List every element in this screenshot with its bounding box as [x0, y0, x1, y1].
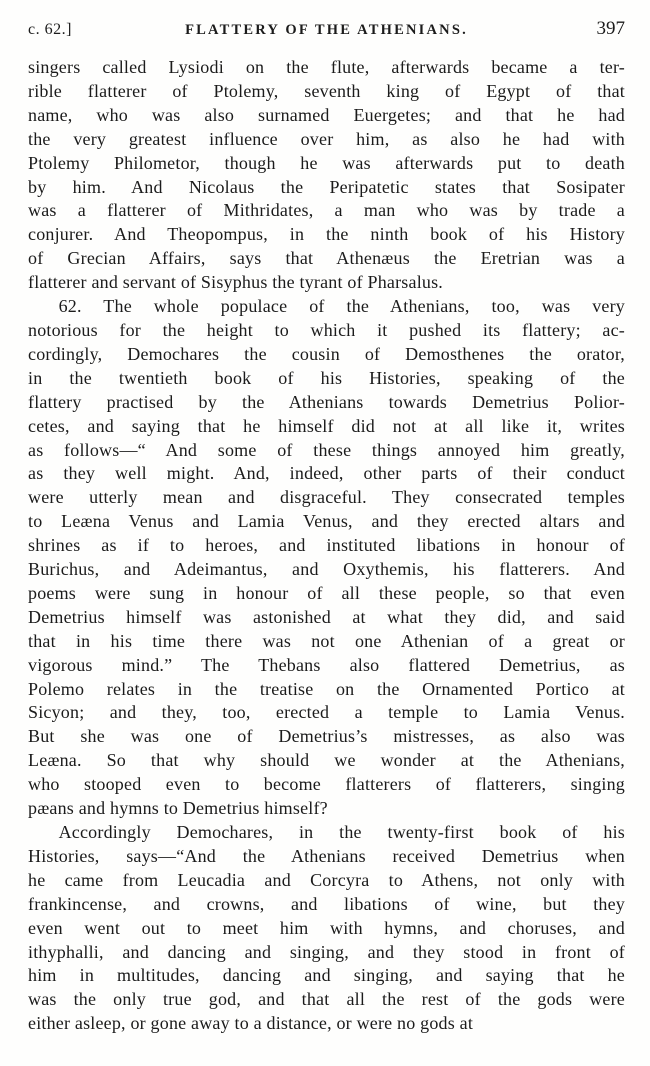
text-line: that in his time there was not one Athenian of a great or [28, 630, 625, 651]
text-line: to Leæna Venus and Lamia Venus, and they erected altars and [28, 511, 625, 532]
text-line: was the only true god, and that all the rest of the gods were [28, 989, 625, 1010]
text-line: cetes, and saying that he himself did not at all like it, writes [28, 415, 625, 436]
text-line: as follows—“ And some of these things annoyed him greatly, [28, 439, 625, 460]
text-line: flattery practised by the Athenians towards Demetrius Polior- [28, 391, 625, 412]
text-line: in the twentieth book of his Histories, speaking of the [28, 367, 625, 388]
paragraph [28, 56, 625, 295]
text-line: either asleep, or gone away to a distance, or were no gods at [28, 1013, 474, 1034]
text-line: Accordingly Demochares, in the twenty-first book of his [58, 822, 625, 842]
page-body [28, 56, 625, 1036]
text-line: cordingly, Demochares the cousin of Demosthenes the orator, [28, 343, 625, 364]
text-line: But she was one of Demetrius’s mistresses, as also was [28, 726, 625, 747]
text-line: Ptolemy Philometor, though he was afterwards put to death [28, 152, 625, 173]
text-line: were utterly mean and disgraceful. They consecrated temples [28, 487, 625, 508]
text-line: the very greatest influence over him, as also he had with [28, 128, 625, 149]
running-title: FLATTERY OF THE ATHENIANS. [185, 22, 468, 38]
running-header [28, 18, 625, 40]
text-line: flatterer and servant of Sisyphus the tyrant of Pharsalus. [28, 272, 444, 293]
text-line: Demetrius himself was astonished at what they did, and said [28, 606, 625, 627]
text-line: ithyphalli, and dancing and singing, and they stood in front of [28, 941, 625, 962]
text-line: he came from Leucadia and Corcyra to Athens, not only with [28, 869, 625, 890]
text-line: 62. The whole populace of the Athenians, too, was very [58, 296, 625, 317]
text-line: even went out to meet him with hymns, and choruses, and [28, 917, 625, 938]
text-line: vigorous mind.” The Thebans also flattered Demetrius, as [28, 654, 625, 675]
text-line: was a flatterer of Mithridates, a man who was by trade a [28, 200, 625, 221]
text-line: conjurer. And Theopompus, in the ninth book of his History [28, 224, 625, 245]
text-line: as they well might. And, indeed, other parts of their conduct [28, 463, 625, 484]
chapter-marker: c. 62.] [28, 21, 72, 38]
text-line: Histories, says—“And the Athenians received Demetrius when [28, 845, 625, 866]
page-number: 397 [596, 18, 625, 39]
text-line: frankincense, and crowns, and libations of wine, but they [28, 893, 625, 914]
paragraph [28, 295, 625, 821]
text-line: name, who was also surnamed Euergetes; and that he had [28, 104, 625, 125]
text-line: shrines as if to heroes, and instituted libations in honour of [28, 535, 625, 556]
text-line: singers called Lysiodi on the flute, afterwards became a ter- [28, 57, 625, 77]
text-line: Leæna. So that why should we wonder at the Athenians, [28, 750, 625, 771]
text-line: who stooped even to become flatterers of flatterers, singing [28, 774, 625, 795]
paragraph [28, 821, 625, 1036]
text-line: Sicyon; and they, too, erected a temple to Lamia Venus. [28, 702, 625, 723]
text-line: him in multitudes, dancing and singing, and saying that he [28, 965, 625, 986]
text-line: rible flatterer of Ptolemy, seventh king of Egypt of that [28, 80, 625, 101]
text-line: of Grecian Affairs, says that Athenæus the Eretrian was a [28, 248, 625, 269]
text-line: notorious for the height to which it pushed its flattery; ac- [28, 319, 625, 340]
text-line: by him. And Nicolaus the Peripatetic states that Sosipater [28, 176, 625, 197]
text-line: Burichus, and Adeimantus, and Oxythemis, his flatterers. And [28, 559, 625, 580]
text-line: pæans and hymns to Demetrius himself? [28, 798, 328, 819]
text-line: poems were sung in honour of all these people, so that even [28, 582, 625, 603]
text-line: Polemo relates in the treatise on the Ornamented Portico at [28, 678, 625, 699]
